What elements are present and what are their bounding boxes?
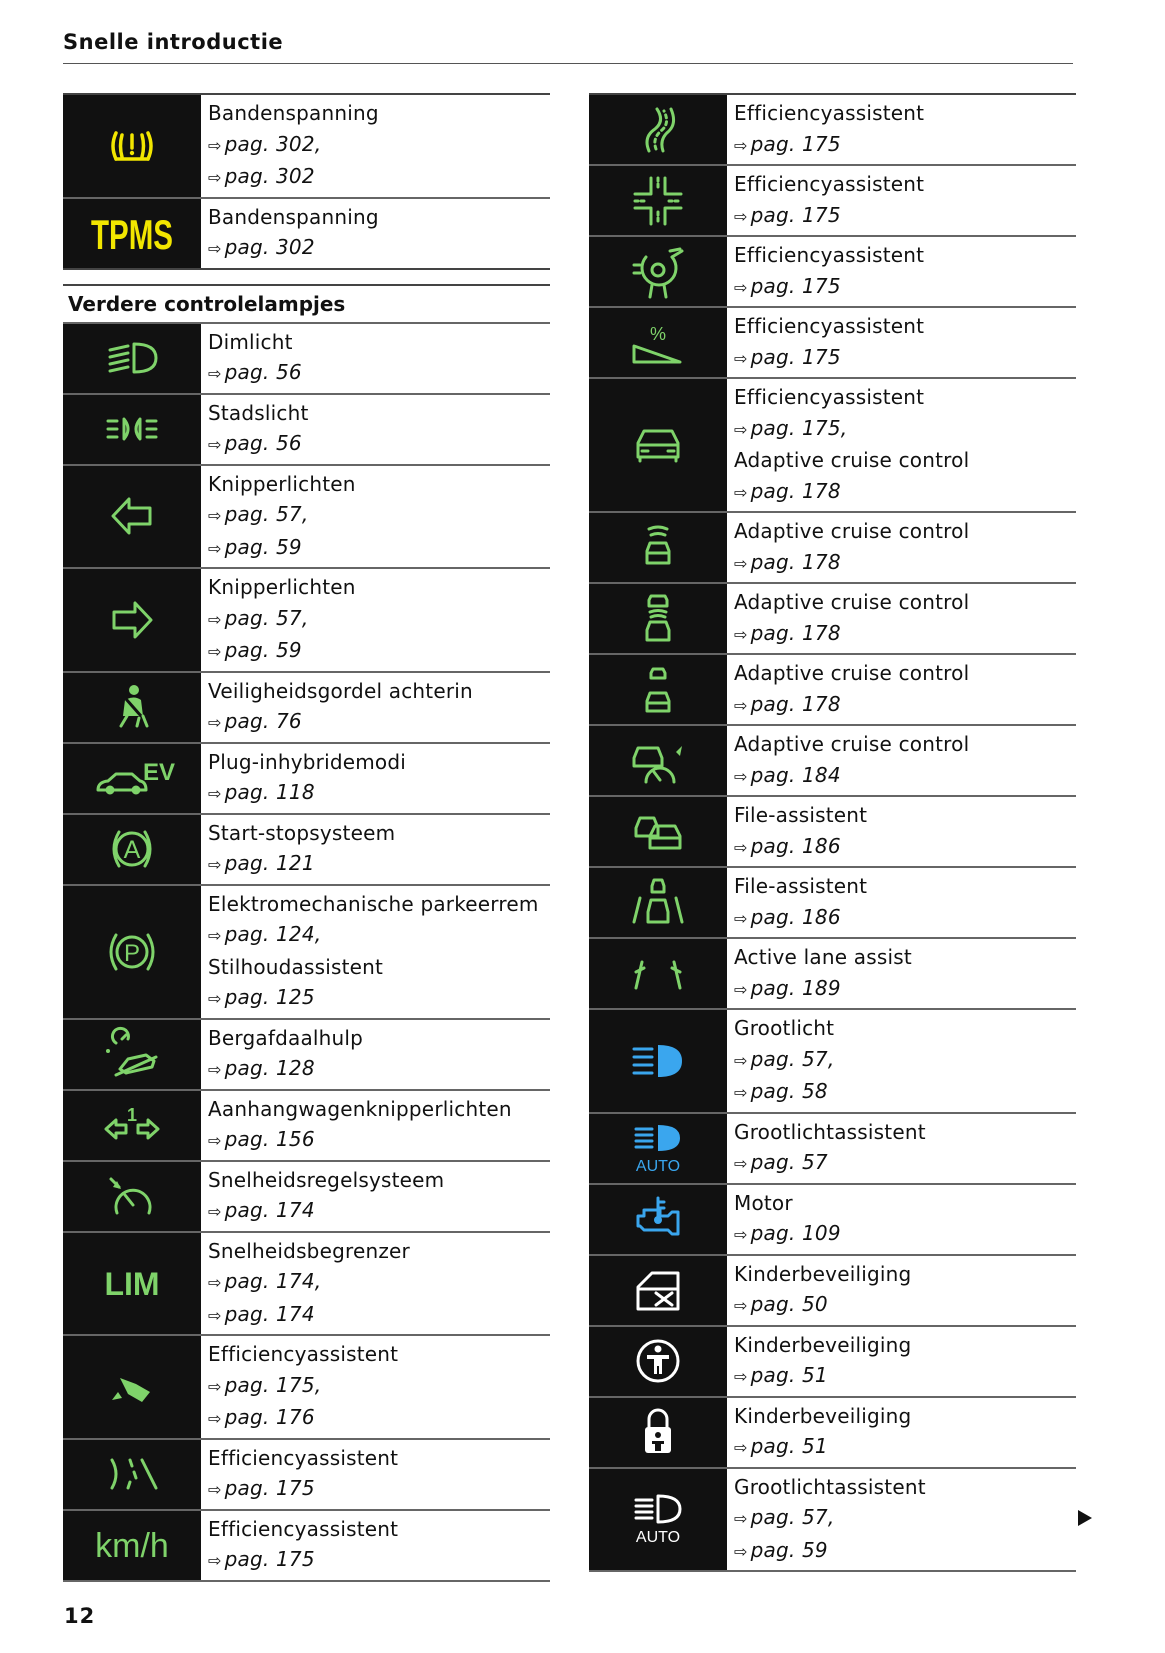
reference-arrow-icon: ⇨ — [734, 1083, 748, 1102]
indicator-row — [63, 322, 550, 393]
indicator-description — [201, 1020, 550, 1089]
reference-arrow-icon: ⇨ — [734, 419, 748, 439]
section-heading: Verdere controlelampjes — [63, 284, 550, 322]
reference-arrow-icon: ⇨ — [734, 348, 748, 368]
indicator-description — [727, 1185, 1076, 1254]
page-reference: pag. 56 — [224, 431, 302, 455]
next-page-arrow-icon[interactable] — [1078, 1510, 1092, 1526]
indicator-row — [589, 1008, 1076, 1112]
indicator-label: Bergafdaalhulp — [208, 1025, 364, 1050]
indicator-description — [727, 797, 1076, 866]
svg-text:EV: EV — [143, 759, 176, 786]
indicator-label: Kinderbeveiliging — [734, 1261, 912, 1286]
reference-arrow-icon: ⇨ — [734, 277, 748, 297]
indicator-description — [201, 395, 550, 464]
page-reference-link[interactable] — [208, 919, 550, 952]
indicator-label: Efficiencyassistent — [208, 1342, 399, 1366]
parking-light-icon — [63, 395, 201, 464]
page-reference: pag. 57, — [750, 1505, 835, 1529]
page-reference: pag. 186 — [750, 904, 841, 929]
page-reference-link[interactable] — [208, 161, 550, 194]
page-reference-link[interactable] — [208, 532, 550, 565]
indicator-description — [727, 513, 1076, 582]
page-reference-link[interactable] — [208, 635, 550, 668]
page-reference: pag. 109 — [750, 1221, 841, 1245]
indicator-description — [201, 1091, 550, 1160]
page-reference: pag. 175, — [750, 415, 848, 440]
page-reference: pag. 58 — [750, 1079, 828, 1103]
indicator-label: Efficiencyassistent — [208, 1445, 399, 1470]
svg-text:P: P — [123, 939, 141, 967]
indicator-description — [201, 95, 550, 197]
page-reference: pag. 57, — [224, 605, 309, 630]
indicator-description — [201, 324, 550, 393]
trailer-indicator-icon — [63, 1091, 201, 1160]
page-reference: pag. 124, — [224, 922, 322, 946]
reference-arrow-icon: ⇨ — [208, 926, 222, 945]
page-reference-link[interactable] — [734, 1147, 1076, 1180]
page-reference: pag. 174, — [224, 1269, 322, 1293]
indicator-description — [201, 1511, 550, 1580]
svg-text:A: A — [123, 836, 141, 864]
reference-arrow-icon: ⇨ — [208, 609, 222, 629]
acc-distance-2-icon — [589, 584, 727, 653]
indicator-row — [589, 1396, 1076, 1467]
vehicle-ahead-icon — [589, 379, 727, 511]
page-reference-link[interactable] — [734, 1044, 1076, 1077]
page-reference-link[interactable] — [208, 232, 550, 265]
reference-arrow-icon: ⇨ — [734, 1541, 748, 1561]
indicator-label: Elektromechanische parkeerrem — [208, 891, 539, 916]
page-header — [63, 30, 1073, 64]
indicator-label: Kinderbeveiliging — [734, 1403, 912, 1428]
light-assist-auto-icon — [589, 1469, 727, 1571]
page-reference-link[interactable] — [208, 1544, 550, 1577]
indicator-label: Dimlicht — [208, 329, 293, 354]
reference-arrow-icon: ⇨ — [208, 1202, 222, 1221]
reference-arrow-icon: ⇨ — [208, 855, 222, 874]
reference-arrow-icon: ⇨ — [208, 784, 222, 803]
indicator-label: Knipperlichten — [208, 575, 356, 599]
page-reference-link[interactable] — [734, 618, 1076, 651]
indicator-label: Efficiencyassistent — [208, 1516, 399, 1541]
indicator-row — [63, 197, 550, 270]
indicator-description — [201, 673, 550, 742]
seatbelt-rear-icon — [63, 673, 201, 742]
indicator-label: File-assistent — [734, 803, 868, 827]
indicator-description — [727, 1327, 1076, 1396]
reference-arrow-icon: ⇨ — [208, 1305, 222, 1325]
indicator-description — [201, 886, 550, 1018]
indicator-label: Start-stopsysteem — [208, 820, 396, 845]
indicator-label: Knipperlichten — [208, 471, 356, 496]
indicator-row — [63, 884, 550, 1018]
indicator-row — [63, 1334, 550, 1438]
roundabout-icon — [589, 237, 727, 306]
indicator-description — [201, 815, 550, 884]
indicator-description — [201, 466, 550, 568]
indicator-row — [589, 653, 1076, 724]
cruise-control-icon — [63, 1162, 201, 1231]
reference-arrow-icon: ⇨ — [734, 695, 748, 715]
reference-arrow-icon: ⇨ — [734, 1050, 748, 1070]
speed-unit-icon — [63, 1511, 201, 1580]
page-reference-link[interactable] — [208, 1402, 550, 1435]
page-reference-link[interactable] — [734, 689, 1076, 722]
curve-ahead-icon — [63, 1440, 201, 1509]
indicator-label: Adaptive cruise control — [734, 590, 970, 614]
indicator-description — [727, 655, 1076, 724]
page-reference: pag. 175 — [750, 202, 841, 227]
indicator-row — [63, 1089, 550, 1160]
indicator-label: Stilhoudassistent — [208, 954, 384, 979]
indicator-description — [727, 939, 1076, 1008]
reference-arrow-icon: ⇨ — [734, 837, 748, 857]
page-reference-link[interactable] — [734, 1218, 1076, 1251]
indicator-label: Adaptive cruise control — [734, 661, 970, 685]
page-reference: pag. 178 — [750, 691, 841, 716]
indicator-row — [589, 866, 1076, 937]
indicator-description — [201, 199, 550, 268]
indicator-label: Grootlicht — [734, 1016, 835, 1040]
indicator-label: Bandenspanning — [208, 204, 379, 229]
reference-arrow-icon: ⇨ — [734, 1225, 748, 1244]
page-reference: pag. 178 — [750, 478, 841, 503]
reference-arrow-icon: ⇨ — [208, 713, 222, 732]
indicator-label: Efficiencyassistent — [734, 172, 925, 196]
page-reference-link[interactable] — [734, 1535, 1076, 1568]
indicator-description — [727, 1398, 1076, 1467]
indicator-row — [589, 377, 1076, 511]
indicator-description — [201, 1162, 550, 1231]
indicator-label: Veiligheidsgordel achterin — [208, 678, 473, 703]
page-reference: pag. 186 — [750, 833, 841, 858]
svg-text:AUTO: AUTO — [635, 1158, 681, 1175]
page-reference-link[interactable] — [734, 760, 1076, 793]
reference-arrow-icon: ⇨ — [208, 364, 222, 383]
page-reference: pag. 302 — [224, 164, 315, 188]
indicator-row — [589, 724, 1076, 795]
turn-right-icon — [63, 569, 201, 671]
page-reference: pag. 59 — [750, 1537, 828, 1562]
page-reference-link[interactable] — [208, 848, 550, 881]
page-reference: pag. 59 — [224, 638, 302, 662]
page-reference-link[interactable] — [734, 342, 1076, 375]
indicator-description — [727, 166, 1076, 235]
svg-text:1: 1 — [126, 1105, 138, 1125]
page-reference: pag. 176 — [224, 1405, 315, 1429]
child-lock-window-icon — [589, 1256, 727, 1325]
indicator-row — [589, 1112, 1076, 1183]
reference-arrow-icon: ⇨ — [208, 239, 222, 258]
reference-arrow-icon: ⇨ — [734, 206, 748, 226]
page-reference-link[interactable] — [734, 476, 1076, 509]
ev-mode-icon — [63, 744, 201, 813]
indicator-row — [63, 567, 550, 671]
indicator-description — [727, 1469, 1076, 1571]
page-reference: pag. 125 — [224, 985, 315, 1009]
indicator-label: Stadslicht — [208, 400, 309, 425]
page-reference-link[interactable] — [208, 1299, 550, 1332]
page-reference-link[interactable] — [734, 973, 1076, 1006]
indicator-label: Efficiencyassistent — [734, 101, 925, 125]
page-reference-link[interactable] — [208, 499, 550, 532]
reference-arrow-icon: ⇨ — [208, 506, 222, 525]
indicator-description — [201, 744, 550, 813]
indicator-row — [589, 511, 1076, 582]
indicator-label: Bandenspanning — [208, 101, 379, 125]
indicator-row — [63, 1438, 550, 1509]
indicator-label: Active lane assist — [734, 945, 912, 969]
page-reference-link[interactable] — [208, 357, 550, 390]
indicator-row — [589, 1325, 1076, 1396]
traffic-jam-lanes-icon — [589, 868, 727, 937]
indicator-label: Grootlichtassistent — [734, 1119, 926, 1144]
reference-arrow-icon: ⇨ — [208, 135, 222, 155]
indicator-row — [589, 1254, 1076, 1325]
indicator-row — [589, 93, 1076, 164]
intersection-icon — [589, 166, 727, 235]
indicator-description — [727, 1010, 1076, 1112]
page-reference-link[interactable] — [734, 1289, 1076, 1322]
svg-text:%: % — [649, 323, 667, 344]
acc-distance-3-icon — [589, 655, 727, 724]
child-lock-icon — [589, 1398, 727, 1467]
page-reference: pag. 178 — [750, 549, 841, 574]
indicator-row — [63, 393, 550, 464]
reference-arrow-icon: ⇨ — [734, 482, 748, 502]
page-reference: pag. 189 — [750, 975, 841, 1000]
indicator-row — [63, 1509, 550, 1582]
page-reference: pag. 174 — [224, 1198, 315, 1222]
page-reference: pag. 57, — [750, 1046, 835, 1071]
indicator-row — [589, 306, 1076, 377]
indicator-description — [201, 1336, 550, 1438]
indicator-description — [727, 1256, 1076, 1325]
page-reference: pag. 57, — [224, 502, 309, 526]
page-reference: pag. 57 — [750, 1150, 828, 1174]
page-reference: pag. 76 — [224, 709, 302, 733]
right-column — [589, 93, 1076, 1572]
page-reference-link[interactable] — [734, 831, 1076, 864]
winding-road-icon — [589, 95, 727, 164]
indicator-label: Kinderbeveiliging — [734, 1332, 912, 1357]
indicator-row — [589, 164, 1076, 235]
indicator-row — [589, 937, 1076, 1008]
indicator-row — [63, 1018, 550, 1089]
indicator-label: Efficiencyassistent — [734, 243, 925, 267]
page-reference-link[interactable] — [734, 200, 1076, 233]
page-reference-link[interactable] — [734, 1431, 1076, 1464]
indicator-label: Efficiencyassistent — [734, 314, 925, 338]
page-reference: pag. 175 — [750, 273, 841, 298]
page-reference-link[interactable] — [734, 1502, 1076, 1535]
high-beam-auto-icon — [589, 1114, 727, 1183]
tpms-icon — [63, 199, 201, 268]
start-stop-icon — [63, 815, 201, 884]
reference-arrow-icon: ⇨ — [734, 1154, 748, 1173]
reference-arrow-icon: ⇨ — [208, 642, 222, 661]
indicator-description — [201, 569, 550, 671]
engine-icon — [589, 1185, 727, 1254]
indicator-description — [727, 868, 1076, 937]
page-reference-link[interactable] — [208, 706, 550, 739]
page-reference-link[interactable] — [208, 1473, 550, 1506]
left-column — [63, 93, 550, 1582]
reference-arrow-icon: ⇨ — [734, 979, 748, 999]
svg-text:AUTO: AUTO — [635, 1529, 681, 1547]
svg-text:km/h: km/h — [95, 1527, 169, 1565]
reference-arrow-icon: ⇨ — [208, 538, 222, 558]
reference-arrow-icon: ⇨ — [734, 1509, 748, 1528]
page-reference: pag. 128 — [224, 1056, 315, 1080]
indicator-description — [727, 1114, 1076, 1183]
page-reference-link[interactable] — [734, 413, 1076, 446]
page-reference: pag. 156 — [224, 1127, 315, 1151]
slope-icon — [589, 308, 727, 377]
page-reference-link[interactable] — [208, 1370, 550, 1403]
page-reference-link[interactable] — [208, 1195, 550, 1228]
indicator-label: Snelheidsregelsysteem — [208, 1167, 445, 1192]
indicator-description — [201, 1440, 550, 1509]
indicator-row — [63, 671, 550, 742]
indicator-row — [63, 1160, 550, 1231]
reference-arrow-icon: ⇨ — [734, 1438, 748, 1457]
page-reference: pag. 174 — [224, 1301, 315, 1326]
indicator-row — [589, 795, 1076, 866]
indicator-label: Adaptive cruise control — [734, 448, 970, 472]
reference-arrow-icon: ⇨ — [734, 1296, 748, 1315]
lane-assist-icon — [589, 939, 727, 1008]
child-safety-icon — [589, 1327, 727, 1396]
page-reference-link[interactable] — [208, 777, 550, 810]
page-reference: pag. 50 — [750, 1292, 828, 1316]
page-reference-link[interactable] — [734, 1076, 1076, 1109]
page-reference-link[interactable] — [734, 547, 1076, 580]
high-beam-icon — [589, 1010, 727, 1112]
reference-arrow-icon: ⇨ — [208, 989, 222, 1008]
hill-descent-icon — [63, 1020, 201, 1089]
reference-arrow-icon: ⇨ — [208, 1480, 222, 1499]
acc-distance-1-icon — [589, 513, 727, 582]
reference-arrow-icon: ⇨ — [208, 1376, 222, 1396]
parking-brake-icon — [63, 886, 201, 1018]
page-reference: pag. 175 — [224, 1476, 315, 1500]
page-reference: pag. 56 — [224, 360, 302, 384]
acc-speed-icon — [589, 726, 727, 795]
reference-arrow-icon: ⇨ — [734, 908, 748, 928]
indicator-label: Plug-inhybridemodi — [208, 749, 406, 774]
tire-pressure-icon — [63, 95, 201, 197]
indicator-label: Snelheidsbegrenzer — [208, 1238, 410, 1263]
page-reference-link[interactable] — [208, 603, 550, 636]
page-reference: pag. 184 — [750, 762, 841, 787]
svg-text:TPMS: TPMS — [91, 211, 173, 258]
page-reference: pag. 175 — [224, 1547, 315, 1571]
page-reference-link[interactable] — [734, 271, 1076, 304]
page-reference: pag. 178 — [750, 620, 841, 645]
indicator-row — [63, 742, 550, 813]
page-number: 12 — [64, 1604, 96, 1628]
indicator-label: Efficiencyassistent — [734, 385, 925, 409]
page-reference: pag. 121 — [224, 851, 315, 875]
reference-arrow-icon: ⇨ — [208, 168, 222, 187]
page-reference-link[interactable] — [208, 982, 550, 1015]
page-reference-link[interactable] — [208, 428, 550, 461]
reference-arrow-icon: ⇨ — [734, 624, 748, 644]
page-reference-link[interactable] — [208, 129, 550, 162]
page-reference: pag. 59 — [224, 534, 302, 559]
indicator-label: Motor — [734, 1190, 793, 1215]
indicator-description — [727, 726, 1076, 795]
turn-left-icon — [63, 466, 201, 568]
indicator-label: Adaptive cruise control — [734, 519, 970, 543]
page-reference: pag. 175 — [750, 344, 841, 369]
indicator-row — [589, 1467, 1076, 1573]
page-reference-link[interactable] — [208, 1124, 550, 1157]
page-reference: pag. 51 — [750, 1363, 828, 1387]
speed-limiter-icon — [63, 1233, 201, 1335]
reference-arrow-icon: ⇨ — [734, 135, 748, 155]
page-reference: pag. 302 — [224, 235, 315, 259]
reference-arrow-icon: ⇨ — [208, 1409, 222, 1428]
page-reference-link[interactable] — [734, 1360, 1076, 1393]
indicator-row — [589, 582, 1076, 653]
indicator-row — [589, 1183, 1076, 1254]
low-beam-icon — [63, 324, 201, 393]
svg-text:LIM: LIM — [104, 1266, 160, 1303]
page-title: Snelle introductie — [63, 30, 284, 54]
page-reference: pag. 175, — [224, 1372, 322, 1397]
reference-arrow-icon: ⇨ — [208, 1273, 222, 1292]
page-reference: pag. 51 — [750, 1434, 828, 1458]
reference-arrow-icon: ⇨ — [208, 1060, 222, 1079]
reference-arrow-icon: ⇨ — [734, 553, 748, 573]
indicator-row — [63, 1231, 550, 1335]
traffic-jam-icon — [589, 797, 727, 866]
indicator-description — [201, 1233, 550, 1335]
page-reference: pag. 118 — [224, 780, 315, 804]
indicator-row — [589, 235, 1076, 306]
page-reference: pag. 302, — [224, 131, 322, 156]
indicator-row — [63, 813, 550, 884]
reference-arrow-icon: ⇨ — [208, 1551, 222, 1570]
reference-arrow-icon: ⇨ — [208, 435, 222, 454]
reference-arrow-icon: ⇨ — [208, 1131, 222, 1150]
reference-arrow-icon: ⇨ — [734, 766, 748, 786]
indicator-row — [63, 464, 550, 568]
page-reference-link[interactable] — [734, 902, 1076, 935]
efficiency-foot-icon — [63, 1336, 201, 1438]
page-reference-link[interactable] — [208, 1053, 550, 1086]
indicator-description — [727, 237, 1076, 306]
page-reference: pag. 175 — [750, 131, 841, 156]
page-reference-link[interactable] — [208, 1266, 550, 1299]
indicator-description — [727, 308, 1076, 377]
indicator-label: Grootlichtassistent — [734, 1474, 926, 1499]
indicator-row — [63, 93, 550, 197]
indicator-description — [727, 584, 1076, 653]
indicator-description — [727, 95, 1076, 164]
indicator-description — [727, 379, 1076, 511]
indicator-label: Aanhangwagenknipperlichten — [208, 1096, 512, 1121]
reference-arrow-icon: ⇨ — [734, 1367, 748, 1386]
indicator-label: File-assistent — [734, 874, 868, 898]
indicator-label: Adaptive cruise control — [734, 732, 970, 756]
page-reference-link[interactable] — [734, 129, 1076, 162]
